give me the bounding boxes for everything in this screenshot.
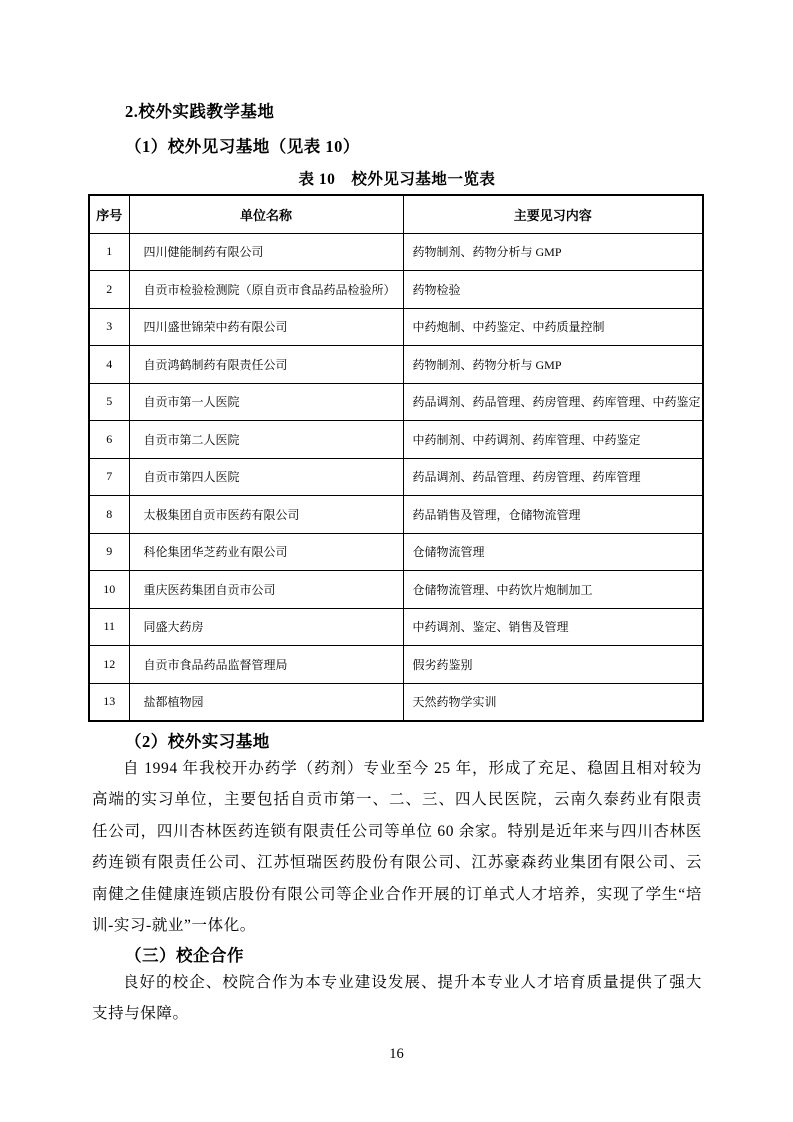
table-row [89, 608, 703, 646]
cell-unit-name: 盐都植物园 [129, 683, 403, 721]
cell-index: 13 [89, 683, 129, 721]
cell-index: 1 [89, 233, 129, 271]
cell-index: 9 [89, 533, 129, 571]
cell-unit-name: 太极集团自贡市医药有限公司 [129, 496, 403, 534]
cell-main-content: 药品销售及管理，仓储物流管理 [403, 496, 703, 534]
cell-index: 3 [89, 308, 129, 346]
table-row [89, 533, 703, 571]
cell-unit-name: 重庆医药集团自贡市公司 [129, 571, 403, 609]
subsection-heading-school-enterprise-cooperation: （三）校企合作 [125, 945, 244, 965]
table-row [89, 346, 703, 384]
cell-main-content: 药物检验 [403, 271, 703, 309]
table-row [89, 496, 703, 534]
table-row [89, 646, 703, 684]
section-heading-offcampus-practice: 2.校外实践教学基地 [125, 102, 275, 121]
cell-main-content: 药物制剂、药物分析与 GMP [403, 233, 703, 271]
cell-unit-name: 自贡市检验检测院（原自贡市食品药品检验所） [129, 271, 403, 309]
table-row [89, 571, 703, 609]
cell-main-content: 药品调剂、药品管理、药房管理、药库管理 [403, 458, 703, 496]
table-row [89, 308, 703, 346]
table-row [89, 383, 703, 421]
column-header-unit-name: 单位名称 [129, 195, 403, 233]
subsection-heading-observation-bases: （1）校外见习基地（见表 10） [125, 137, 360, 156]
cell-unit-name: 四川盛世锦荣中药有限公司 [129, 308, 403, 346]
cell-index: 12 [89, 646, 129, 684]
cell-unit-name: 自贡市第四人医院 [129, 458, 403, 496]
cell-unit-name: 自贡市第一人医院 [129, 383, 403, 421]
cell-main-content: 天然药物学实训 [403, 683, 703, 721]
cell-index: 4 [89, 346, 129, 384]
cell-unit-name: 自贡鸿鹤制药有限责任公司 [129, 346, 403, 384]
cell-unit-name: 四川健能制药有限公司 [129, 233, 403, 271]
table-body [89, 233, 703, 721]
cell-main-content: 药品调剂、药品管理、药房管理、药库管理、中药鉴定 [403, 383, 703, 421]
table-title: 表 10 校外见习基地一览表 [298, 171, 496, 188]
cell-main-content: 中药炮制、中药鉴定、中药质量控制 [403, 308, 703, 346]
observation-bases-table [88, 194, 704, 722]
column-header-index: 序号 [89, 195, 129, 233]
paragraph-internship-bases: 自 1994 年我校开办药学（药剂）专业至今 25 年，形成了充足、稳固且相对较为高端的实习单位，主要包括自贡市第一、二、三、四人民医院，云南久泰药业有限责任公司，四川杏林医药连锁有限责任公司等单位 60 余家。特别是近年来与四川杏林医药连锁有限责任公司、江苏恒瑞医药股份有限公司、江苏豪森药业集团有限公司、云南健之佳健康连锁店股份有限公司等企业合作开展的订单式人才培养，实现了学生“培训-实习-就业”一体化。 [92, 759, 702, 934]
table-row [89, 233, 703, 271]
cell-index: 2 [89, 271, 129, 309]
cell-index: 6 [89, 421, 129, 459]
cell-index: 7 [89, 458, 129, 496]
cell-unit-name: 自贡市食品药品监督管理局 [129, 646, 403, 684]
cell-index: 11 [89, 608, 129, 646]
cell-unit-name: 同盛大药房 [129, 608, 403, 646]
cell-main-content: 仓储物流管理、中药饮片炮制加工 [403, 571, 703, 609]
cell-index: 8 [89, 496, 129, 534]
table-row [89, 271, 703, 309]
cell-main-content: 假劣药鉴别 [403, 646, 703, 684]
table-header-row [89, 195, 703, 233]
subsection-heading-internship-bases: （2）校外实习基地 [125, 731, 270, 751]
table-row [89, 458, 703, 496]
cell-unit-name: 科伦集团华芝药业有限公司 [129, 533, 403, 571]
cell-index: 5 [89, 383, 129, 421]
cell-main-content: 药物制剂、药物分析与 GMP [403, 346, 703, 384]
paragraph-cooperation: 良好的校企、校院合作为本专业建设发展、提升本专业人才培育质量提供了强大支持与保障。 [92, 973, 702, 1022]
cell-main-content: 中药调剂、鉴定、销售及管理 [403, 608, 703, 646]
cell-main-content: 仓储物流管理 [403, 533, 703, 571]
cell-main-content: 中药制剂、中药调剂、药库管理、中药鉴定 [403, 421, 703, 459]
column-header-main-content: 主要见习内容 [403, 195, 703, 233]
cell-unit-name: 自贡市第二人医院 [129, 421, 403, 459]
table-row [89, 683, 703, 721]
table-row [89, 421, 703, 459]
page-number: 16 [389, 1046, 404, 1062]
cell-index: 10 [89, 571, 129, 609]
